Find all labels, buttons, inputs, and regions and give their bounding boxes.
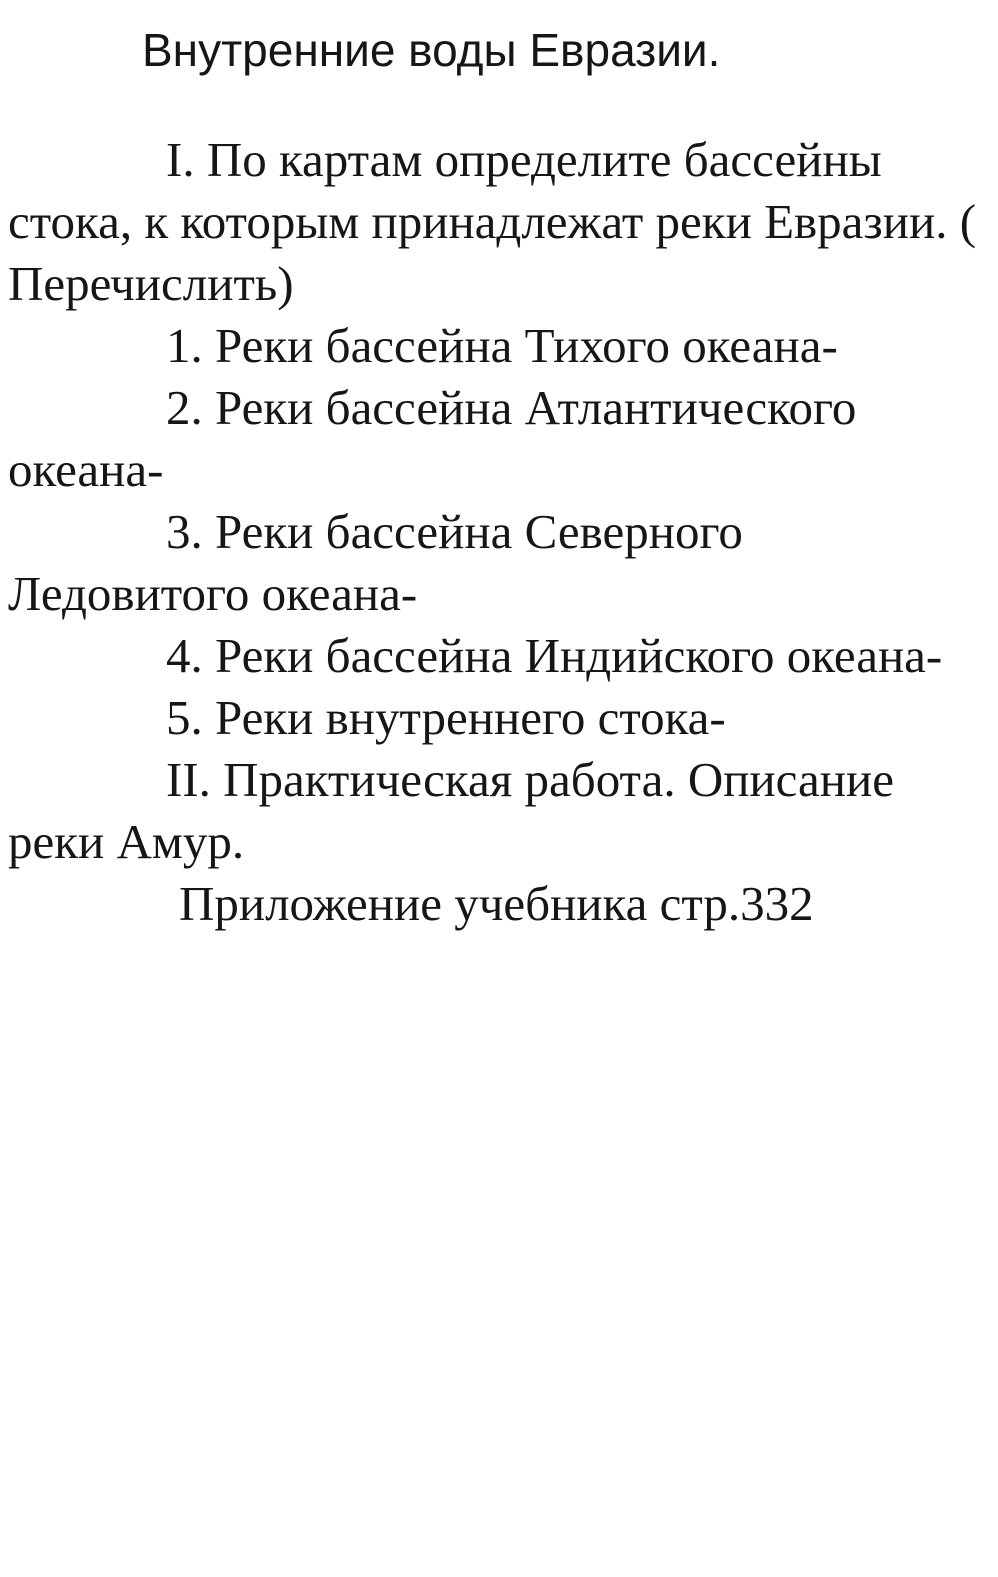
task-1-instruction: I. По картам определите бассейны стока, к которым принадлежат реки Евразии. ( Перечислить): [8, 132, 977, 311]
page-title: Внутренние воды Евразии.: [142, 24, 721, 76]
document-body: [8, 129, 983, 935]
textbook-reference: Приложение учебника стр.332: [179, 876, 814, 931]
item-indian-ocean: 4. Реки бассейна Индийского океана-: [166, 628, 943, 683]
item-atlantic-ocean: 2. Реки бассейна Атлантического океана-: [8, 380, 857, 497]
item-pacific-ocean: 1. Реки бассейна Тихого океана-: [166, 318, 838, 373]
task-2-practical-work: II. Практическая работа. Описание реки Амур.: [8, 752, 894, 869]
item-internal-drainage: 5. Реки внутреннего стока-: [166, 690, 726, 745]
item-arctic-ocean: 3. Реки бассейна Северного Ледовитого океана-: [8, 504, 743, 621]
